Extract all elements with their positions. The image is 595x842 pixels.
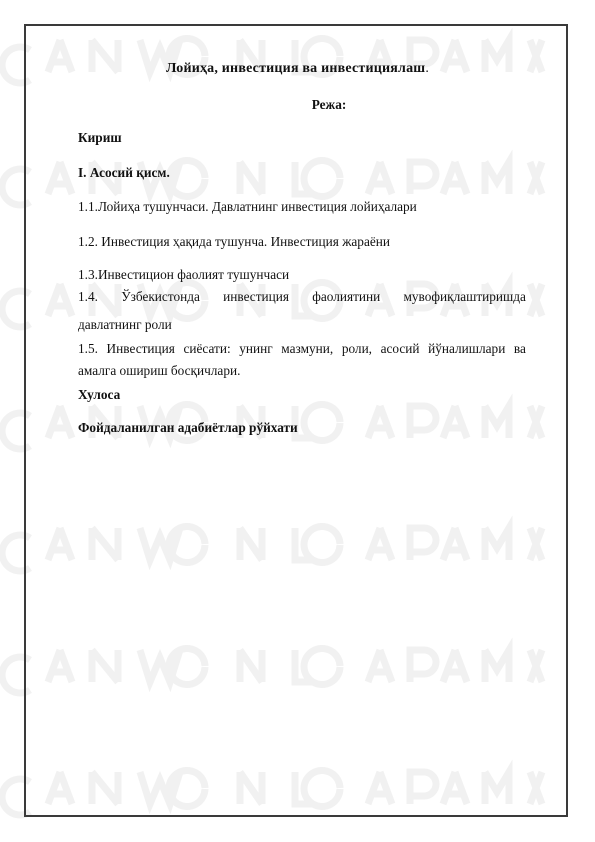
word: сиёсати: [183, 341, 231, 356]
list-item-1-1: 1.1.Лойиҳа тушунчаси. Давлатнинг инвестиция лойиҳалари [78, 199, 417, 214]
list-item-1-5-line1 [78, 341, 526, 357]
list-item-1-5-line2: амалга ошириш босқичлари. [78, 363, 241, 378]
list-item-1-4-line1 [78, 289, 526, 305]
plan-heading: Режа: [311, 97, 347, 112]
section-intro: Кириш [78, 130, 122, 145]
word: 1.4. [78, 289, 98, 304]
document-title-text: Лойиҳа, инвестиция ва инвестициялаш [165, 61, 426, 76]
word: Ўзбекистонда [121, 289, 200, 304]
word: роли, [341, 341, 373, 356]
word: асосий [380, 341, 420, 356]
word: Инвестиция [106, 341, 175, 356]
word: мувофиқлаштиришда [403, 289, 526, 304]
list-item-1-4-line2: давлатнинг роли [78, 317, 172, 332]
word: инвестиция [223, 289, 289, 304]
word: йўналишлари [428, 341, 506, 356]
list-item-1-3: 1.3.Инвестицион фаолият тушунчаси [78, 267, 290, 282]
section-main-part: I. Асосий қисм. [78, 165, 170, 180]
document-title-period: . [425, 61, 430, 76]
word: ва [513, 341, 526, 356]
section-conclusion: Хулоса [78, 387, 121, 402]
section-references: Фойдаланилган адабиётлар рўйхати [78, 420, 298, 435]
list-item-1-2: 1.2. Инвестиция ҳақида тушунча. Инвестиция жараёни [78, 234, 390, 249]
word: мазмуни, [281, 341, 334, 356]
document-title [0, 61, 595, 77]
word: 1.5. [78, 341, 98, 356]
word: унинг [239, 341, 273, 356]
word: фаолиятини [312, 289, 381, 304]
